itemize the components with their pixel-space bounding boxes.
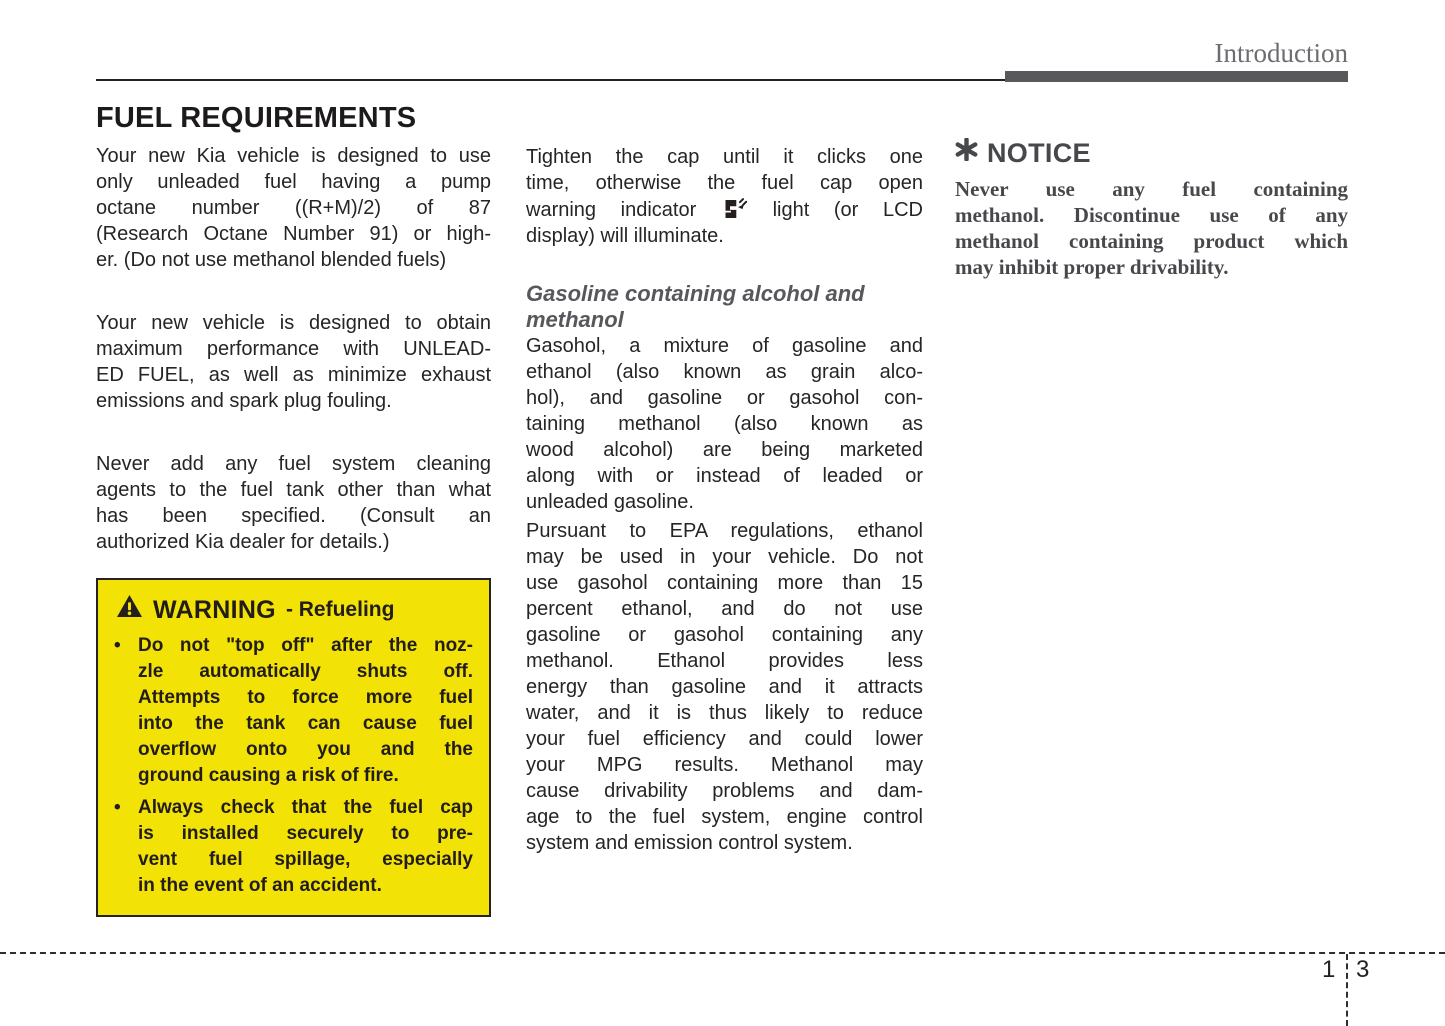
text-line: system and emission control system. (526, 832, 853, 854)
asterisk-icon (955, 138, 978, 168)
text-line: unleaded gasoline. (526, 491, 694, 513)
text-line: er. (Do not use methanol blended fuels) (96, 249, 447, 271)
text-line: along with or instead of leaded or (526, 465, 923, 487)
warning-title: WARNING (153, 595, 276, 624)
text-line: methanol. Discontinue use of any (955, 203, 1348, 227)
text-line: Always check that the fuel cap (138, 797, 473, 818)
text-line: may inhibit proper drivability. (955, 255, 1229, 279)
paragraph-tighten-cap (526, 144, 923, 249)
text-line: hol), and gasoline or gasohol con- (526, 387, 923, 409)
text-line: Never use any fuel containing (955, 177, 1348, 201)
paragraph-fuel-octane (96, 143, 491, 273)
text-line: ground causing a risk of fire. (138, 765, 399, 786)
paragraph-unleaded-performance (96, 310, 491, 414)
warning-bullet-1-text (138, 633, 473, 789)
text-line: gasoline or gasohol containing any (526, 624, 923, 646)
text-line: ED FUEL, as well as minimize exhaust (96, 364, 491, 386)
warning-box (96, 578, 491, 917)
text-line: water, and it is thus likely to reduce (526, 702, 923, 724)
paragraph-cleaning-agents (96, 451, 491, 555)
notice-title: NOTICE (987, 138, 1091, 168)
subsection-heading-gasoline-alcohol (526, 281, 923, 333)
warning-subtitle: - Refueling (285, 597, 395, 621)
text-line: your fuel efficiency and could lower (526, 728, 923, 750)
left-column (96, 101, 491, 917)
text-line: Gasohol, a mixture of gasoline and (526, 335, 923, 357)
text-line: percent ethanol, and do not use (526, 598, 923, 620)
text-line: emissions and spark plug fouling. (96, 390, 392, 412)
header-rule-thin (96, 79, 1005, 81)
text-line: Do not "top off" after the noz- (138, 635, 473, 656)
notice-body (955, 176, 1348, 280)
text-line: overflow onto you and the (138, 739, 473, 760)
text-line: use gasohol containing more than 15 (526, 572, 923, 594)
text-line: zle automatically shuts off. (138, 661, 473, 682)
notice-heading (955, 138, 1348, 168)
text-line: only unleaded fuel having a pump (96, 171, 491, 193)
footer-chapter-number: 1 (1322, 956, 1336, 983)
text-line: into the tank can cause fuel (138, 713, 473, 734)
paragraph-lines (526, 144, 923, 196)
text-line: energy than gasoline and it attracts (526, 676, 923, 698)
warning-bullet-2-text (138, 795, 473, 899)
text-line-with-icon (526, 196, 923, 223)
text-line: time, otherwise the fuel cap open (526, 172, 923, 194)
text-line: methanol (526, 307, 624, 332)
text-line: Pursuant to EPA regulations, ethanol (526, 520, 923, 542)
text-line: taining methanol (also known as (526, 413, 923, 435)
warning-heading (116, 594, 473, 625)
text-line: wood alcohol) are being marketed (526, 439, 923, 461)
text-line: vent fuel spillage, especially (138, 849, 473, 870)
text-line: Attempts to force more fuel (138, 687, 473, 708)
text-line: Tighten the cap until it clicks one (526, 146, 923, 168)
text-before-icon: warning indicator (526, 199, 697, 221)
text-line: your MPG results. Methanol may (526, 754, 923, 776)
text-line: Your new Kia vehicle is designed to use (96, 145, 491, 167)
warning-bullet-1 (114, 633, 473, 789)
footer-vertical-dashed-rule (1346, 954, 1348, 1026)
text-line: octane number ((R+M)/2) of 87 (96, 197, 491, 219)
right-column (955, 138, 1348, 280)
text-line: cause drivability problems and dam- (526, 780, 923, 802)
chapter-header-title: Introduction (1214, 38, 1348, 68)
paragraph-gasohol (526, 333, 923, 515)
fuel-cap-open-indicator-icon (721, 199, 773, 221)
text-line: authorized Kia dealer for details.) (96, 531, 390, 553)
text-line: ethanol (also known as grain alco- (526, 361, 923, 383)
text-line: may be used in your vehicle. Do not (526, 546, 923, 568)
text-line: has been specified. (Consult an (96, 505, 491, 527)
header-rule-bar (1005, 71, 1348, 82)
text-line: age to the fuel system, engine control (526, 806, 923, 828)
text-line: (Research Octane Number 91) or high- (96, 223, 491, 245)
text-line: in the event of an accident. (138, 875, 382, 896)
text-line: Your new vehicle is designed to obtain (96, 312, 491, 334)
text-line: is installed securely to pre- (138, 823, 473, 844)
footer-page-number: 3 (1356, 956, 1370, 983)
middle-column (526, 144, 923, 856)
text-line: methanol containing product which (955, 229, 1348, 253)
text-line: Never add any fuel system cleaning (96, 453, 491, 475)
footer-dashed-rule (0, 952, 1445, 954)
text-line: maximum performance with UNLEAD- (96, 338, 491, 360)
warning-triangle-icon (116, 594, 143, 625)
text-line: display) will illuminate. (526, 225, 724, 247)
text-after-icon: light (or LCD (772, 199, 923, 221)
paragraph-epa-regulations (526, 518, 923, 856)
text-line: agents to the fuel tank other than what (96, 479, 491, 501)
text-line: Gasoline containing alcohol and (526, 281, 865, 306)
warning-bullet-2 (114, 795, 473, 899)
bullet-marker: • (114, 797, 121, 818)
page-title: FUEL REQUIREMENTS (96, 102, 417, 134)
text-line: methanol. Ethanol provides less (526, 650, 923, 672)
bullet-marker: • (114, 635, 121, 656)
